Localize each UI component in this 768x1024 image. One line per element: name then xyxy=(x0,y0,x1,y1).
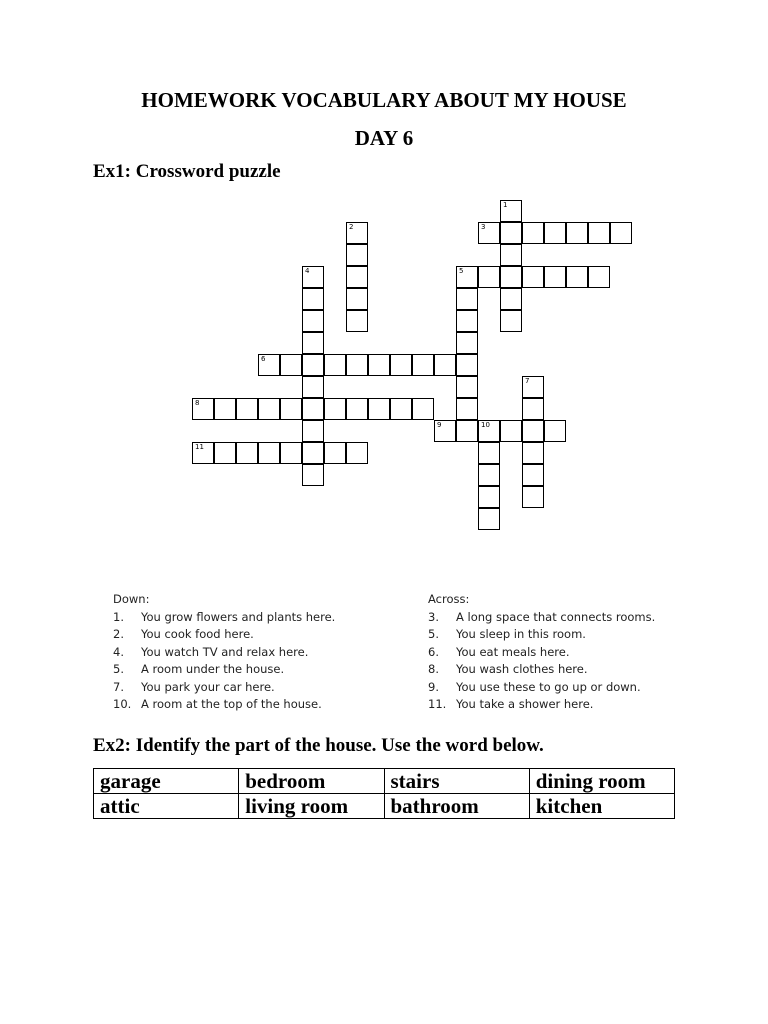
crossword-cell[interactable] xyxy=(302,398,324,420)
page-subtitle: DAY 6 xyxy=(354,126,414,150)
crossword-cell[interactable] xyxy=(544,266,566,288)
crossword-cell[interactable] xyxy=(500,310,522,332)
crossword-cell[interactable] xyxy=(500,222,522,244)
word-bank-cell: dining room xyxy=(529,769,674,794)
crossword-cell[interactable] xyxy=(390,354,412,376)
crossword-cell[interactable] xyxy=(434,354,456,376)
word-bank-table xyxy=(93,768,675,819)
crossword-cell[interactable] xyxy=(500,420,522,442)
crossword-cell[interactable] xyxy=(610,222,632,244)
across-clue xyxy=(428,626,655,644)
crossword-cell[interactable] xyxy=(302,464,324,486)
crossword-cell[interactable] xyxy=(346,222,368,244)
clue-number: 4 xyxy=(305,267,310,275)
clue-number: 7 xyxy=(525,377,530,385)
exercise1-heading: Ex1: Crossword puzzle xyxy=(93,161,281,182)
clues-down-title: Down: xyxy=(113,592,150,606)
clue-index: 10. xyxy=(113,697,132,711)
crossword-cell[interactable] xyxy=(346,398,368,420)
crossword-cell[interactable] xyxy=(346,288,368,310)
clue-text: You cook food here. xyxy=(141,627,254,641)
clues-down xyxy=(113,591,335,714)
crossword-cell[interactable] xyxy=(258,442,280,464)
clue-index: 1. xyxy=(113,609,124,624)
word-bank-cell: bedroom xyxy=(239,769,384,794)
crossword-cell[interactable] xyxy=(214,398,236,420)
word-bank-row xyxy=(94,794,675,819)
crossword-cell[interactable] xyxy=(368,398,390,420)
crossword-cell[interactable] xyxy=(302,288,324,310)
crossword-cell[interactable] xyxy=(544,420,566,442)
across-clue xyxy=(428,661,655,679)
crossword-cell[interactable] xyxy=(478,508,500,530)
crossword-cell[interactable] xyxy=(368,354,390,376)
crossword-cell[interactable] xyxy=(324,354,346,376)
down-clue xyxy=(113,626,335,644)
crossword-cell[interactable] xyxy=(456,332,478,354)
clue-number: 2 xyxy=(349,223,354,231)
down-clue xyxy=(113,609,335,627)
clue-index: 7. xyxy=(113,679,124,694)
across-clue xyxy=(428,696,655,714)
crossword-cell[interactable] xyxy=(544,222,566,244)
crossword-cell[interactable] xyxy=(214,442,236,464)
clue-number: 11 xyxy=(195,443,204,451)
crossword-cell[interactable] xyxy=(478,486,500,508)
exercise2-heading: Ex2: Identify the part of the house. Use the word below. xyxy=(93,735,544,756)
crossword-cell[interactable] xyxy=(236,398,258,420)
clue-text: You take a shower here. xyxy=(456,697,594,711)
clue-index: 4. xyxy=(113,644,124,659)
crossword-cell[interactable] xyxy=(478,464,500,486)
crossword-cell[interactable] xyxy=(500,288,522,310)
crossword-cell[interactable] xyxy=(522,420,544,442)
clue-text: You watch TV and relax here. xyxy=(141,644,309,659)
clue-index: 11. xyxy=(428,697,447,711)
clues-across-title: Across: xyxy=(428,592,470,606)
crossword-cell[interactable] xyxy=(346,266,368,288)
crossword-cell[interactable] xyxy=(412,398,434,420)
crossword-cell[interactable] xyxy=(500,200,522,222)
clue-number: 6 xyxy=(261,355,266,363)
clue-text: A room under the house. xyxy=(141,662,285,676)
crossword-cell[interactable] xyxy=(588,266,610,288)
crossword-cell[interactable] xyxy=(390,398,412,420)
crossword-cell[interactable] xyxy=(456,354,478,376)
word-bank-cell: bathroom xyxy=(384,794,529,819)
clue-index: 5. xyxy=(428,627,439,641)
across-clue xyxy=(428,679,655,697)
crossword-cell[interactable] xyxy=(522,398,544,420)
clue-number: 9 xyxy=(437,421,442,429)
crossword-cell[interactable] xyxy=(302,420,324,442)
clue-index: 8. xyxy=(428,662,439,676)
crossword-cell[interactable] xyxy=(280,398,302,420)
word-bank-cell: kitchen xyxy=(529,794,674,819)
crossword-cell[interactable] xyxy=(236,442,258,464)
crossword-cell[interactable] xyxy=(500,244,522,266)
crossword-cell[interactable] xyxy=(302,376,324,398)
clue-text: You grow flowers and plants here. xyxy=(141,609,336,624)
clue-index: 2. xyxy=(113,627,124,641)
down-clue xyxy=(113,696,335,714)
down-clue xyxy=(113,679,335,697)
crossword-cell[interactable] xyxy=(566,266,588,288)
crossword-cell[interactable] xyxy=(566,222,588,244)
crossword-cell[interactable] xyxy=(324,398,346,420)
crossword-cell[interactable] xyxy=(192,442,214,464)
word-bank-row xyxy=(94,769,675,794)
page-title: HOMEWORK VOCABULARY ABOUT MY HOUSE xyxy=(141,88,627,112)
clue-number: 3 xyxy=(481,223,486,231)
crossword-cell[interactable] xyxy=(522,266,544,288)
crossword-cell[interactable] xyxy=(522,222,544,244)
crossword-cell[interactable] xyxy=(324,442,346,464)
crossword-cell[interactable] xyxy=(302,266,324,288)
crossword-cell[interactable] xyxy=(588,222,610,244)
across-clue xyxy=(428,609,655,627)
clue-text: You use these to go up or down. xyxy=(456,679,641,694)
clue-number: 5 xyxy=(459,267,464,275)
crossword-cell[interactable] xyxy=(192,398,214,420)
crossword-cell[interactable] xyxy=(346,244,368,266)
crossword-cell[interactable] xyxy=(346,442,368,464)
crossword-cell[interactable] xyxy=(478,442,500,464)
clue-text: A long space that connects rooms. xyxy=(456,609,656,624)
crossword-cell[interactable] xyxy=(258,354,280,376)
clue-text: You eat meals here. xyxy=(456,644,570,659)
crossword-cell[interactable] xyxy=(280,442,302,464)
word-bank-cell: garage xyxy=(94,769,239,794)
down-clue xyxy=(113,661,335,679)
clue-number: 10 xyxy=(481,421,490,429)
crossword-cell[interactable] xyxy=(522,486,544,508)
crossword-cell[interactable] xyxy=(478,420,500,442)
clue-number: 1 xyxy=(503,201,508,209)
across-clue xyxy=(428,644,655,662)
crossword-cell[interactable] xyxy=(412,354,434,376)
crossword-cell[interactable] xyxy=(258,398,280,420)
clues-across xyxy=(428,591,655,714)
crossword-cell[interactable] xyxy=(302,354,324,376)
crossword-cell[interactable] xyxy=(346,310,368,332)
clue-text: A room at the top of the house. xyxy=(141,697,322,711)
crossword-cell[interactable] xyxy=(456,288,478,310)
crossword-cell[interactable] xyxy=(434,420,456,442)
crossword-cell[interactable] xyxy=(522,376,544,398)
clue-number: 8 xyxy=(195,399,200,407)
clue-text: You sleep in this room. xyxy=(456,627,586,641)
crossword-cell[interactable] xyxy=(456,310,478,332)
clue-index: 6. xyxy=(428,644,439,659)
crossword-cell[interactable] xyxy=(478,222,500,244)
word-bank-cell: stairs xyxy=(384,769,529,794)
clue-index: 5. xyxy=(113,662,124,676)
crossword-cell[interactable] xyxy=(522,464,544,486)
crossword-cell[interactable] xyxy=(280,354,302,376)
word-bank-cell: living room xyxy=(239,794,384,819)
crossword-cell[interactable] xyxy=(456,398,478,420)
crossword-cell[interactable] xyxy=(522,442,544,464)
crossword-cell[interactable] xyxy=(346,354,368,376)
down-clue xyxy=(113,644,335,662)
crossword-cell[interactable] xyxy=(302,310,324,332)
clue-text: You wash clothes here. xyxy=(456,662,588,676)
crossword-cell[interactable] xyxy=(302,442,324,464)
crossword-cell[interactable] xyxy=(500,266,522,288)
crossword-cell[interactable] xyxy=(456,266,478,288)
word-bank-cell: attic xyxy=(94,794,239,819)
clue-text: You park your car here. xyxy=(141,679,275,694)
clue-index: 9. xyxy=(428,679,439,694)
clue-index: 3. xyxy=(428,609,439,624)
crossword-cell[interactable] xyxy=(302,332,324,354)
crossword-cell[interactable] xyxy=(478,266,500,288)
crossword-cell[interactable] xyxy=(456,420,478,442)
crossword-cell[interactable] xyxy=(456,376,478,398)
